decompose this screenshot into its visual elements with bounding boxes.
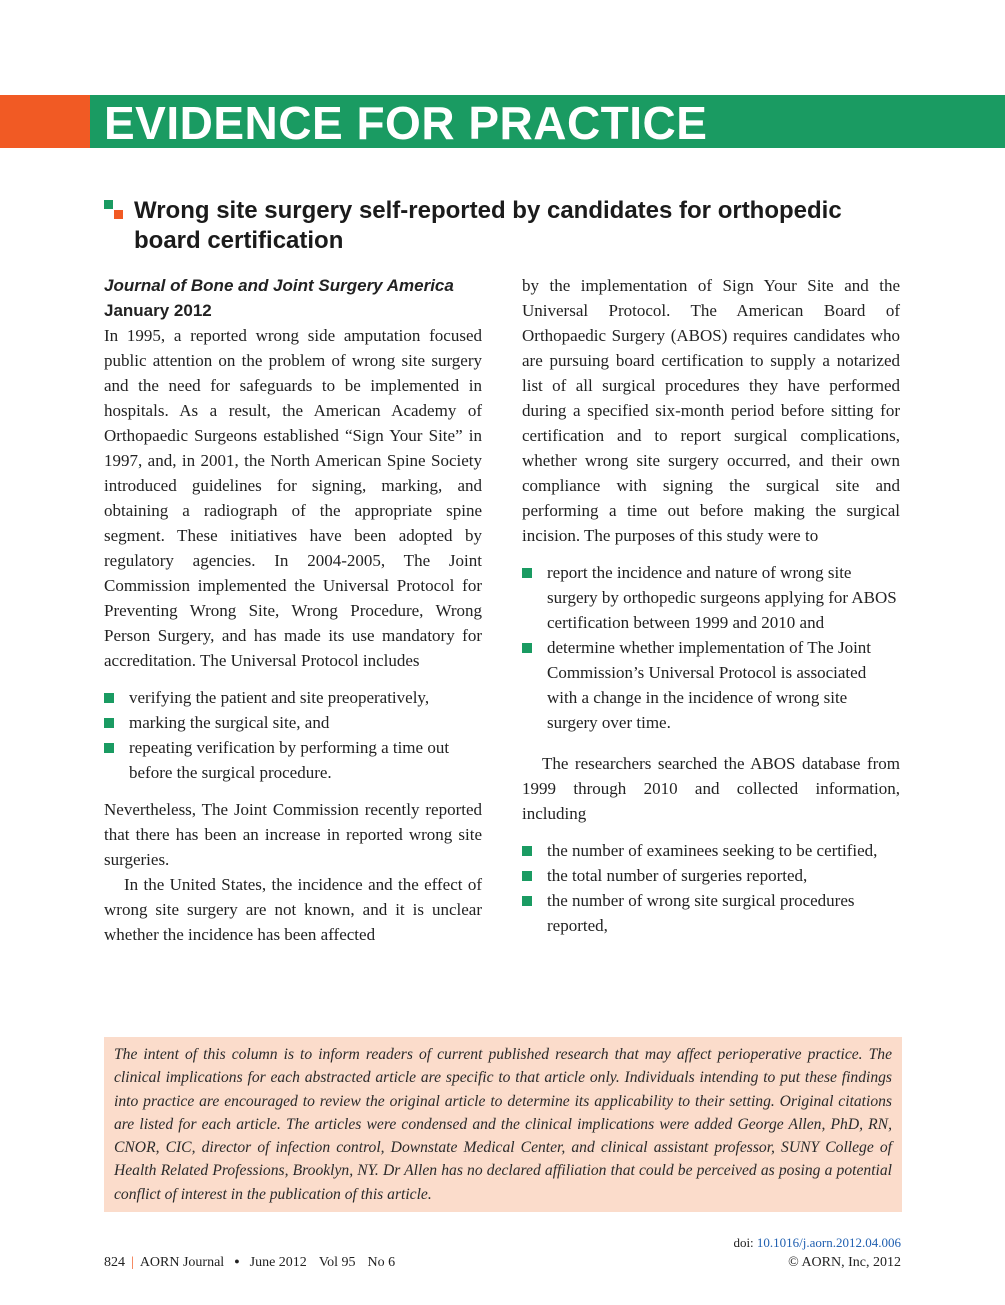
right-column	[522, 273, 900, 950]
section-title: EVIDENCE FOR PRACTICE	[104, 97, 708, 149]
page-number: 824	[104, 1255, 125, 1270]
list-item	[104, 685, 482, 710]
paragraph-intro: In 1995, a reported wrong side amputation focused public attention on the problem of wrong site surgery and the need for safeguards to be implemented in hospitals. As a result, the American Academy of Orthopaedic Surgeons established “Sign Your Site” in 1997, and, in 2001, the North American Spine Society introduced guidelines for signing, marking, and obtaining a radiograph of the appropriate spine segment. These initiatives have been adopted by regulatory agencies. In 2004-2005, The Joint Commission implemented the Universal Protocol for Preventing Wrong Site, Wrong Procedure, Wrong Person Surgery, and has made its use mandatory for accreditation. The Universal Protocol includes	[104, 326, 482, 670]
section-banner	[90, 95, 1005, 148]
paragraph-united-states-start: In the United States, the incidence and the effect of wrong site surgery are not known, and it is unclear whether the incidence has been affected	[104, 875, 482, 944]
paragraph-united-states-continued: by the implementation of Sign Your Site and the Universal Protocol. The American Board of Orthopaedic Surgery (ABOS) requires candidates who are pursuing board certification to supply a notarized list of all surgical procedures they have performed during a specified six-month period before sitting for certification and to report surgical complications, whether wrong site surgery occurred, and their own compliance with signing the surgical site and performing a time out before making the surgical incision. The purposes of this study were to	[522, 276, 900, 545]
square-bullet-icon	[104, 693, 114, 703]
source-journal: Journal of Bone and Joint Surgery America	[104, 276, 454, 295]
doi-link[interactable]: 10.1016/j.aorn.2012.04.006	[756, 1235, 901, 1250]
square-bullet-icon	[522, 846, 532, 856]
square-bullet-icon	[104, 743, 114, 753]
footer-issue-date: June 2012	[249, 1255, 307, 1270]
list-item-text: the total number of surgeries reported,	[547, 866, 808, 885]
square-bullet-icon	[522, 896, 532, 906]
paragraph-researchers: The researchers searched the ABOS database from 1999 through 2010 and collected information, including	[522, 754, 900, 823]
column-disclaimer-box	[104, 1037, 902, 1212]
square-bullet-icon	[522, 871, 532, 881]
square-bullet-icon	[522, 643, 532, 653]
list-item	[522, 838, 900, 863]
banner-orange-block	[0, 95, 90, 148]
list-item	[104, 735, 482, 785]
source-date: January 2012	[104, 301, 212, 320]
list-item	[522, 888, 900, 938]
square-bullet-icon	[522, 568, 532, 578]
title-square-icon	[104, 200, 124, 220]
list-item-text: the number of examinees seeking to be certified,	[547, 841, 878, 860]
square-bullet-icon	[104, 718, 114, 728]
disclaimer-text: The intent of this column is to inform readers of current published research that may affect perioperative practice. The clinical implications for each abstracted article are specific to that article only. Individuals intending to put these findings into practice are encouraged to review the original article to determine its applicability to their setting. Original citations are listed for each article. The articles were condensed and the clinical implications were added George Allen, PhD, RN, CNOR, CIC, director of infection control, Downstate Medical Center, and clinical assistant professor, SUNY College of Health Related Professions, Brooklyn, NY. Dr Allen has no declared affiliation that could be perceived as posing a potential conflict of interest in the publication of this article.	[114, 1046, 892, 1203]
footer-volume: Vol 95	[318, 1255, 356, 1270]
doi-line	[733, 1233, 901, 1253]
list-item	[522, 635, 900, 735]
list-item-text: marking the surgical site, and	[129, 713, 330, 732]
list-item	[522, 560, 900, 635]
doi-label: doi:	[733, 1235, 754, 1250]
footer-number: No 6	[367, 1255, 396, 1270]
page-footer-right	[733, 1233, 901, 1273]
title-square-green	[104, 200, 113, 209]
list-item-text: report the incidence and nature of wrong site surgery by orthopedic surgeons applying for ABOS certification between 1999 and 2010 and	[547, 563, 897, 632]
paragraph-nevertheless: Nevertheless, The Joint Commission recently reported that there has been an increase in reported wrong site surgeries.	[104, 800, 482, 869]
footer-bullet-icon: ●	[234, 1256, 240, 1266]
page-footer-left	[104, 1252, 395, 1272]
protocol-list	[104, 685, 482, 785]
list-item-text: determine whether implementation of The Joint Commission’s Universal Protocol is associated with a change in the incidence of wrong site surgery over time.	[547, 638, 872, 732]
list-item	[522, 863, 900, 888]
list-item-text: the number of wrong site surgical procedures reported,	[547, 891, 855, 935]
list-item-text: verifying the patient and site preoperatively,	[129, 688, 430, 707]
purposes-list	[522, 560, 900, 735]
footer-journal-name: AORN Journal	[139, 1255, 225, 1270]
title-square-orange	[114, 210, 123, 219]
left-column	[104, 273, 482, 947]
copyright-notice: © AORN, Inc, 2012	[788, 1255, 901, 1270]
footer-separator: |	[131, 1255, 134, 1270]
list-item-text: repeating verification by performing a time out before the surgical procedure.	[129, 738, 450, 782]
list-item	[104, 710, 482, 735]
data-collected-list	[522, 838, 900, 938]
article-title: Wrong site surgery self-reported by candidates for orthopedic board certification	[134, 197, 842, 254]
